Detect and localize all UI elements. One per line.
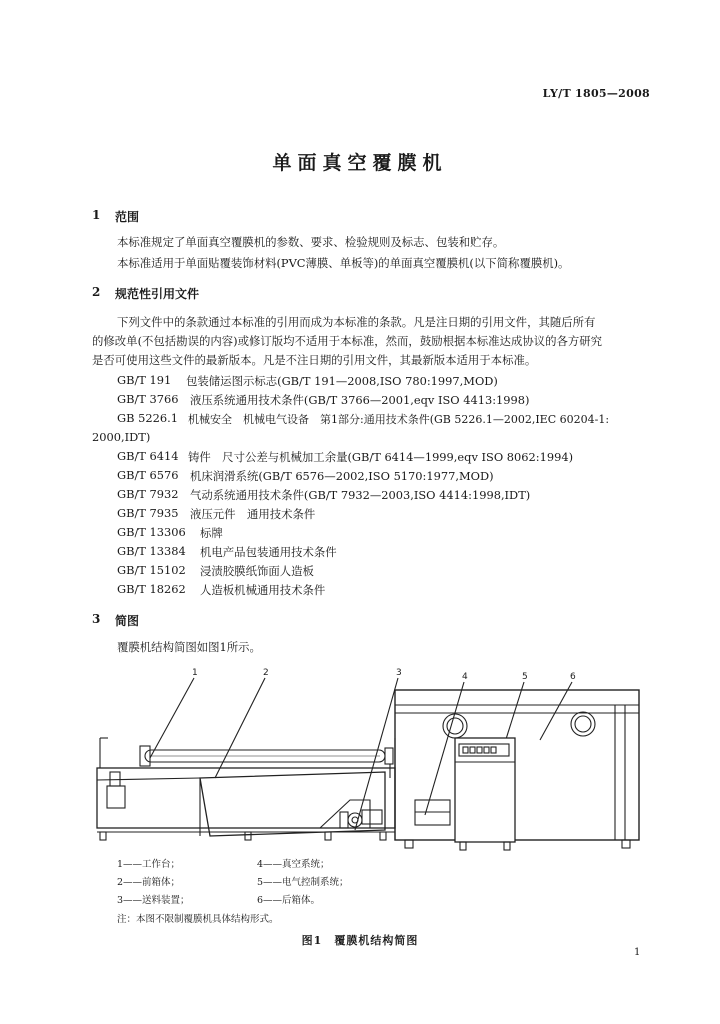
reference-title: 机械安全 机械电气设备 第1部分:通用技术条件(GB 5226.1—2002,IEC 60204-1: <box>188 413 610 426</box>
section-3-paragraph: 覆膜机结构简图如图1所示。 <box>117 640 261 654</box>
figure-caption: 图1 覆膜机结构简图 <box>301 934 419 947</box>
section-2-intro-line-3: 是否可使用这些文件的最新版本。凡是不注日期的引用文件，其最新版本适用于本标准。 <box>92 353 537 367</box>
reference-code: GB/T 13306 <box>117 525 186 539</box>
reference-code: GB/T 18262 <box>117 582 186 596</box>
reference-title: 机电产品包装通用技术条件 <box>200 545 337 559</box>
reference-title: 包装储运图示标志(GB/T 191—2008,ISO 780:1997,MOD) <box>186 374 498 388</box>
reference-code: GB/T 15102 <box>117 563 186 577</box>
reference-code: GB/T 3766 <box>117 392 179 406</box>
section-1-number: 1 <box>92 208 101 222</box>
callout-6: 6 <box>570 672 576 682</box>
reference-title: 液压系统通用技术条件(GB/T 3766—2001,eqv ISO 4413:1998) <box>190 393 530 407</box>
reference-code: GB/T 191 <box>117 373 172 387</box>
legend-item: 5——电气控制系统； <box>257 877 349 888</box>
reference-code: GB/T 6414 <box>117 449 179 463</box>
standard-code: LY/T 1805—2008 <box>542 87 650 100</box>
section-1-paragraph-1: 本标准规定了单面真空覆膜机的参数、要求、检验规则及标志、包装和贮存。 <box>117 235 505 249</box>
section-2-intro-line-1: 下列文件中的条款通过本标准的引用而成为本标准的条款。凡是注日期的引用文件，其随后所有 <box>117 315 596 329</box>
reference-code: GB/T 7935 <box>117 506 179 520</box>
section-2-number: 2 <box>92 285 101 299</box>
reference-code: GB 5226.1 <box>117 411 178 425</box>
reference-title: 气动系统通用技术条件(GB/T 7932—2003,ISO 4414:1998,IDT) <box>190 488 531 502</box>
section-2-intro-line-2: 的修改单(不包括勘误的内容)或修订版均不适用于本标准，然而，鼓励根据本标准达成协议的各方研究 <box>92 334 603 348</box>
section-3-number: 3 <box>92 612 101 626</box>
reference-code: GB/T 7932 <box>117 487 179 501</box>
legend-item: 1——工作台； <box>117 859 181 870</box>
callout-3: 3 <box>396 668 402 678</box>
section-1-title: 范围 <box>115 210 140 224</box>
legend-item: 3——送料装置； <box>117 895 190 906</box>
callout-1: 1 <box>192 668 198 678</box>
page-number: 1 <box>634 947 641 958</box>
legend-item: 4——真空系统； <box>257 859 330 870</box>
section-3-title: 简图 <box>115 614 140 628</box>
figure-note: 注：本图不限制覆膜机具体结构形式。 <box>117 914 279 925</box>
callout-4: 4 <box>462 672 468 682</box>
reference-title-continuation: 2000,IDT) <box>92 430 151 444</box>
callout-5: 5 <box>522 672 528 682</box>
machine-structure-drawing <box>0 660 720 860</box>
reference-title: 标牌 <box>200 526 223 540</box>
section-2-title: 规范性引用文件 <box>115 287 200 301</box>
legend-item: 2——前箱体； <box>117 877 181 888</box>
reference-title: 人造板机械通用技术条件 <box>200 583 326 597</box>
legend-item: 6——后箱体。 <box>257 895 321 906</box>
reference-title: 液压元件 通用技术条件 <box>190 507 316 521</box>
reference-title: 铸件 尺寸公差与机械加工余量(GB/T 6414—1999,eqv ISO 8062:1994) <box>188 450 574 464</box>
reference-title: 浸渍胶膜纸饰面人造板 <box>200 564 314 578</box>
reference-code: GB/T 13384 <box>117 544 186 558</box>
callout-2: 2 <box>263 668 269 678</box>
reference-title: 机床润滑系统(GB/T 6576—2002,ISO 5170:1977,MOD) <box>190 469 494 483</box>
reference-code: GB/T 6576 <box>117 468 179 482</box>
document-title: 单面真空覆膜机 <box>272 152 448 174</box>
section-1-paragraph-2: 本标准适用于单面贴覆装饰材料(PVC薄膜、单板等)的单面真空覆膜机(以下简称覆膜机)。 <box>117 256 570 270</box>
